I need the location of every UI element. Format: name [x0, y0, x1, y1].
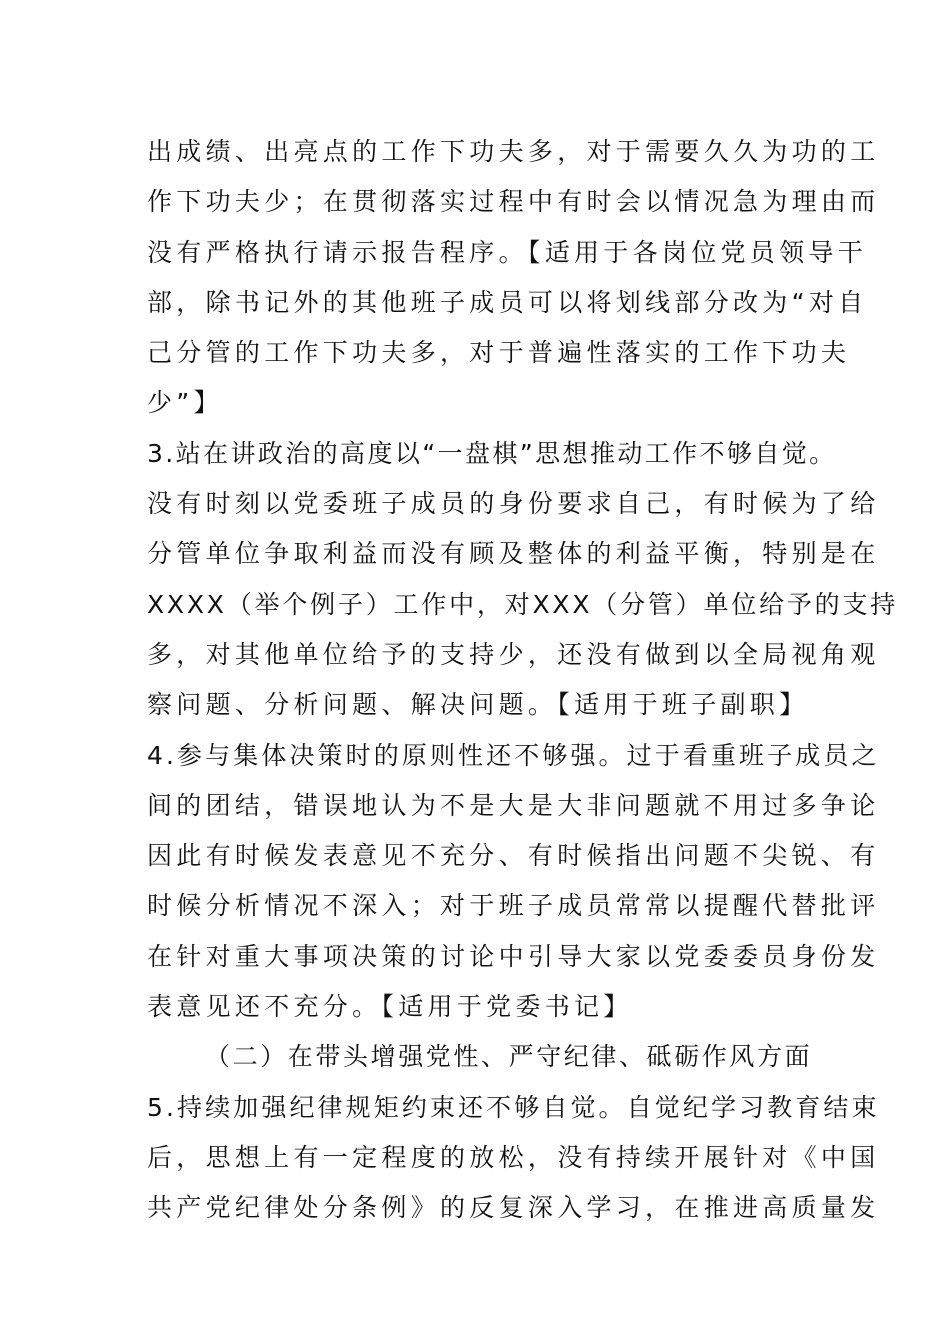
text-line-18: 表意见还不充分。【适用于党委书记】: [147, 992, 633, 1022]
text-line-17: 在针对重大事项决策的讨论中引导大家以党委委员身份发: [147, 941, 880, 971]
text-line-16: 时候分析情况不深入；对于班子成员常常以提醒代替批评: [147, 891, 880, 921]
item-3-heading-line: 3.站在讲政治的高度以“一盘棋”思想推动工作不够自觉。: [147, 438, 837, 468]
text-line-22: 共产党纪律处分条例》的反复深入学习，在推进高质量发: [147, 1193, 880, 1223]
text-line-9: 分管单位争取利益而没有顾及整体的利益平衡，特别是在: [147, 539, 880, 569]
text-line-4: 部，除书记外的其他班子成员可以将划线部分改为“对自: [147, 287, 868, 317]
text-line-2: 作下功夫少；在贯彻落实过程中有时会以情况急为理由而: [147, 187, 880, 217]
item-5-heading-line: 5.持续加强纪律规矩约束还不够自觉。自觉纪学习教育结束: [147, 1092, 880, 1122]
text-line-5: 己分管的工作下功夫多，对于普遍性落实的工作下功夫: [147, 338, 851, 368]
text-line-15: 因此有时候发表意见不充分、有时候指出问题不尖锐、有: [147, 841, 880, 871]
text-line-12: 察问题、分析问题、解决问题。【适用于班子副职】: [147, 690, 809, 720]
section-2-heading: （二）在带头增强党性、严守纪律、砥砺作风方面: [205, 1042, 813, 1072]
text-line-3: 没有严格执行请示报告程序。【适用于各岗位党员领导干: [147, 237, 868, 267]
text-line-10: XXXX（举个例子）工作中，对XXX（分管）单位给予的支持: [147, 589, 899, 619]
document-body: [147, 127, 899, 1234]
text-line-1: 出成绩、出亮点的工作下功夫多，对于需要久久为功的工: [147, 137, 880, 166]
text-line-6: 少”】: [147, 388, 223, 418]
text-line-8: 没有时刻以党委班子成员的身份要求自己，有时候为了给: [147, 489, 880, 519]
item-4-heading-line: 4.参与集体决策时的原则性还不够强。过于看重班子成员之: [147, 740, 880, 770]
text-line-11: 多，对其他单位给予的支持少，还没有做到以全局视角观: [147, 639, 880, 669]
text-line-14: 间的团结，错误地认为不是大是大非问题就不用过多争论: [147, 790, 880, 820]
text-line-21: 后，思想上有一定程度的放松，没有持续开展针对《中国: [147, 1142, 880, 1172]
